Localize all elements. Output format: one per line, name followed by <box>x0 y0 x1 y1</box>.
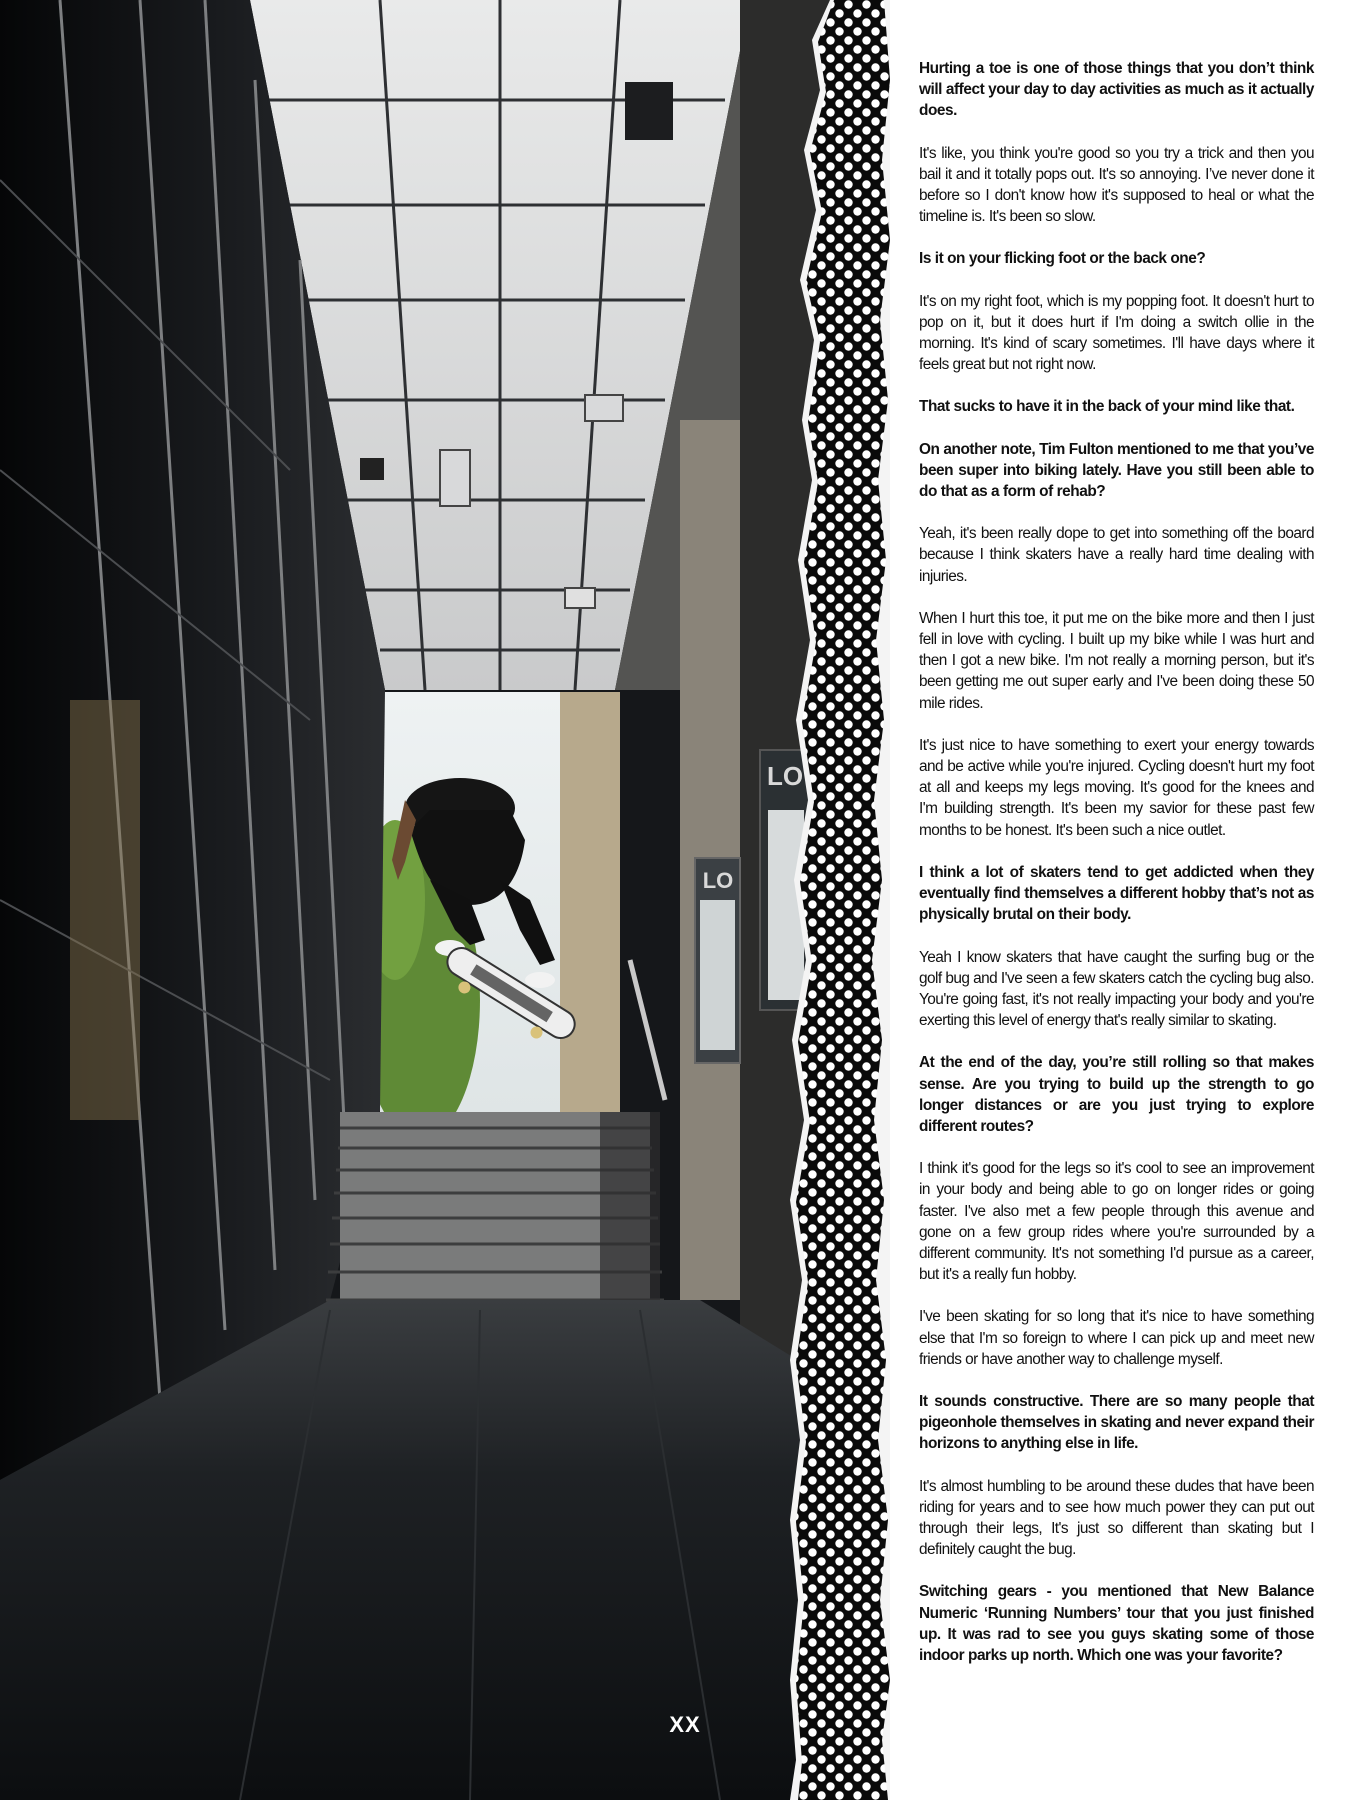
interview-answer: Yeah, it's been really dope to get into something off the board because I think skaters have a really hard time dealing with injuries. <box>919 525 1314 585</box>
photo-sign-1: LO <box>766 761 804 791</box>
interview-answer: It's just nice to have something to exert your energy towards and be active while you're injured. Cycling doesn't hurt my foot at all and keeps my legs moving. It's good for the knees and I'm building strength. It's been my savior for these past few months to be honest. It's been such a nice outlet. <box>919 736 1314 839</box>
interview-answer: It's like, you think you're good so you try a trick and then you bail it and it totally pops out. It's so annoying. I’ve never done it before so I don't know how it's supposed to heal or what the timeline is. It's been so slow. <box>919 144 1314 226</box>
page-number: XX <box>669 1712 701 1737</box>
interview-column <box>919 58 1314 1687</box>
polka-dot-band-graphic <box>790 0 890 1800</box>
polka-dot-divider <box>790 0 890 1800</box>
interview-answer: I think it's good for the legs so it's cool to see an improvement in your body and being able to go on longer rides or going faster. I've also met a few people through this avenue and gone on a few group rides where you're surrounded by a different community. It's not something I'd pursue as a career, but it's a really fun hobby. <box>919 1160 1314 1284</box>
interview-question: I think a lot of skaters tend to get addicted when they eventually find themselves a different hobby that’s not as physically brutal on their body. <box>919 863 1314 924</box>
interview-question: At the end of the day, you’re still rolling so that makes sense. Are you trying to build up the strength to go longer distances or are you just trying to explore different routes? <box>919 1054 1314 1135</box>
interview-question: Hurting a toe is one of those things that you don’t think will affect your day to day activities as much as it actually does. <box>919 60 1314 120</box>
interview-answer: When I hurt this toe, it put me on the bike more and then I just fell in love with cycling. I built up my bike while I was hurt and then I got a new bike. I'm not really a morning person, but it's been getting me out super early and I've been doing these 50 mile rides. <box>919 609 1314 712</box>
interview-question: That sucks to have it in the back of your mind like that. <box>919 398 1295 416</box>
interview-question: Switching gears - you mentioned that New Balance Numeric ‘Running Numbers’ tour that you just finished up. It was rad to see you guys skating some of those indoor parks up north. Which one was your favorite? <box>919 1583 1314 1664</box>
interview-question: Is it on your flicking foot or the back one? <box>919 250 1206 268</box>
interview-question: It sounds constructive. There are so many people that pigeonhole themselves in skating and never expand their horizons to anything else in life. <box>919 1392 1314 1453</box>
photo-sign-2: LO <box>702 868 734 893</box>
interview-answer: It's almost humbling to be around these dudes that have been riding for years and to see how much power they can put out through their legs, It's just so different than skating but I definitely caught the bug. <box>919 1477 1314 1559</box>
interview-answer: Yeah I know skaters that have caught the surfing bug or the golf bug and I've seen a few skaters catch the cycling bug also. You're going fast, it's not really impacting your body and you're exerting this level of energy that's really similar to skating. <box>919 948 1314 1030</box>
interview-question: On another note, Tim Fulton mentioned to me that you’ve been super into biking lately. Have you still been able to do that as a form of rehab? <box>919 440 1314 501</box>
interview-answer: I've been skating for so long that it's nice to have something else that I'm so foreign to where I can pick up and meet new friends or have another way to challenge myself. <box>919 1308 1314 1368</box>
interview-answer: It's on my right foot, which is my popping foot. It doesn't hurt to pop on it, but it does hurt if I'm doing a switch ollie in the morning. It's kind of scary sometimes. I'll have days where it feels great but not right now. <box>919 292 1314 374</box>
